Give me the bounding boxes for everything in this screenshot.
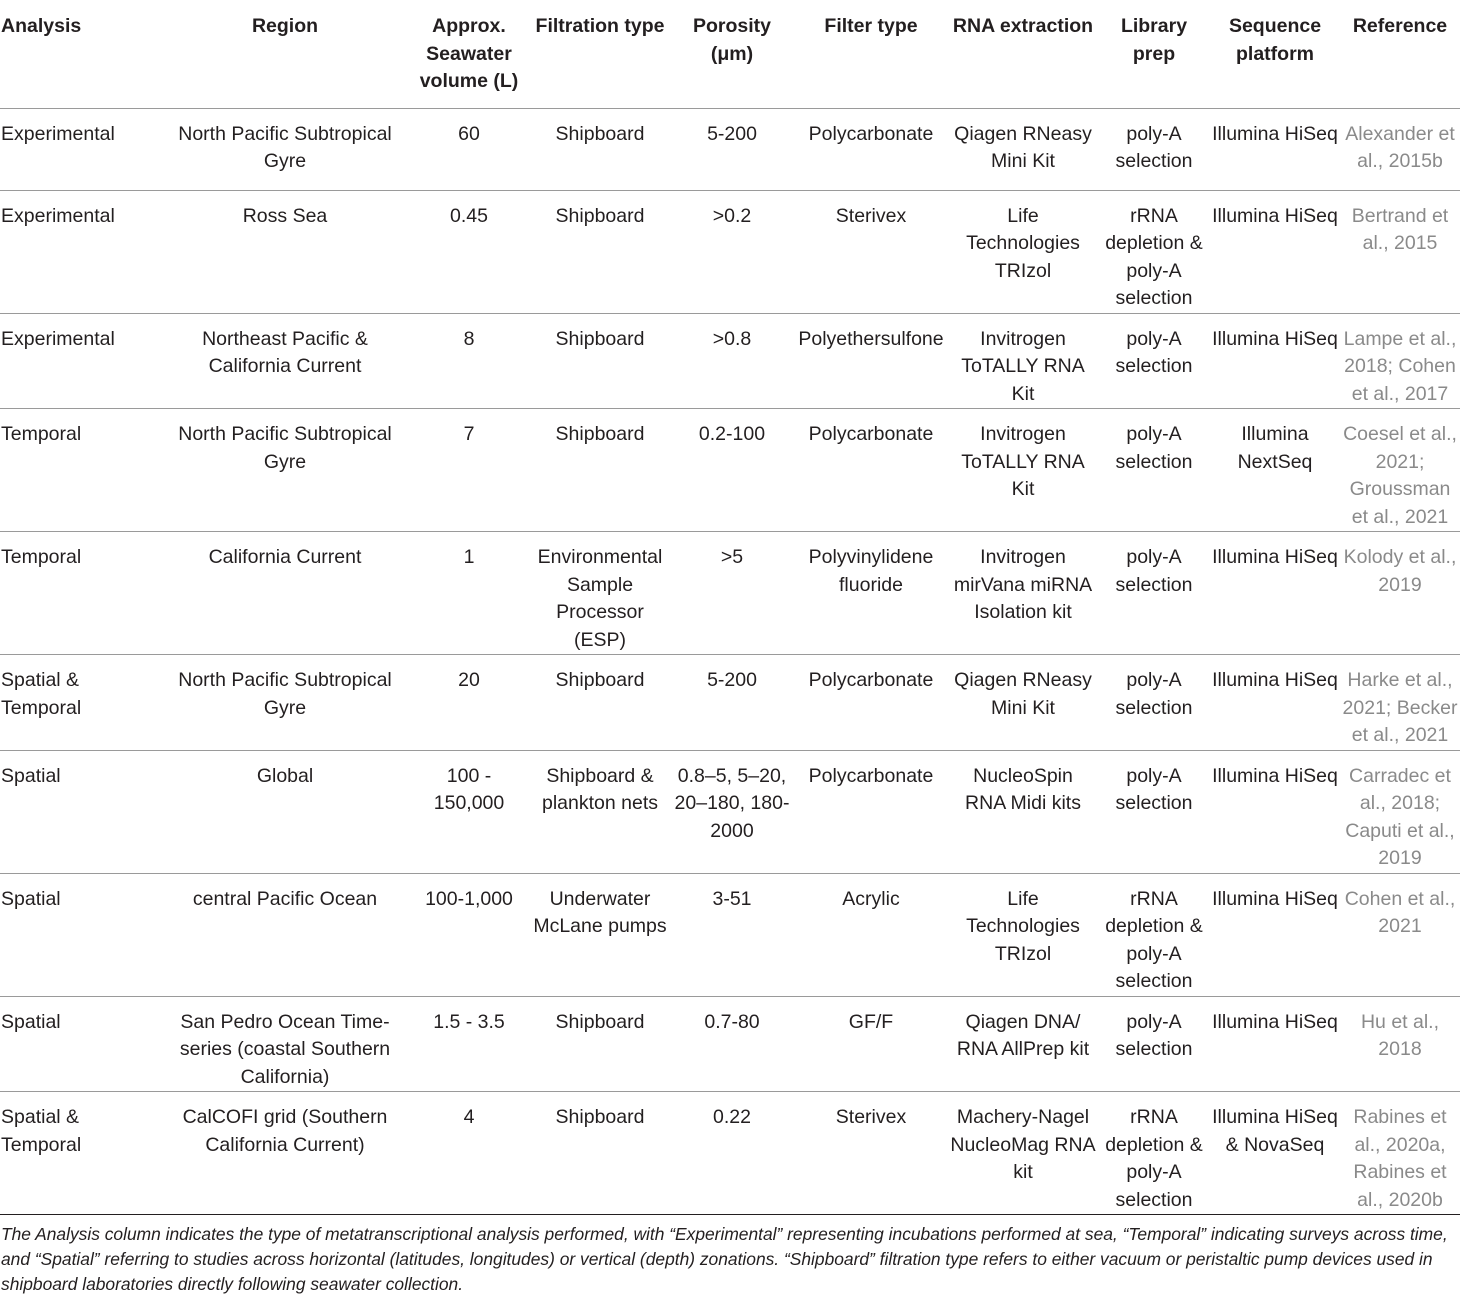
cell-region: Northeast Pacific & California Current: [162, 313, 408, 409]
table-row: [0, 1092, 1460, 1215]
cell-reference: Coesel et al., 2021; Groussman et al., 2021: [1340, 409, 1460, 532]
cell-analysis: Experimental: [0, 313, 162, 409]
cell-volume: 20: [408, 655, 530, 751]
cell-analysis: Experimental: [0, 190, 162, 313]
cell-volume: 0.45: [408, 190, 530, 313]
cell-reference: Hu et al., 2018: [1340, 996, 1460, 1092]
cell-volume: 60: [408, 108, 530, 190]
table-row: [0, 190, 1460, 313]
cell-sequence-platform: Illumina HiSeq: [1210, 313, 1340, 409]
cell-analysis: Experimental: [0, 108, 162, 190]
cell-sequence-platform: Illumina HiSeq: [1210, 996, 1340, 1092]
cell-sequence-platform: Illumina HiSeq: [1210, 873, 1340, 996]
cell-volume: 4: [408, 1092, 530, 1215]
cell-filter-type: Sterivex: [794, 1092, 948, 1215]
cell-reference: Lampe et al., 2018; Cohen et al., 2017: [1340, 313, 1460, 409]
cell-volume: 100 - 150,000: [408, 750, 530, 873]
cell-region: North Pacific Subtropical Gyre: [162, 108, 408, 190]
cell-library-prep: rRNA depletion & poly-A selection: [1098, 190, 1210, 313]
cell-analysis: Temporal: [0, 409, 162, 532]
cell-filter-type: GF/F: [794, 996, 948, 1092]
table-row: [0, 750, 1460, 873]
cell-filter-type: Sterivex: [794, 190, 948, 313]
cell-rna-extraction: Invitrogen ToTALLY RNA Kit: [948, 313, 1098, 409]
cell-volume: 100-1,000: [408, 873, 530, 996]
cell-porosity: 0.7-80: [670, 996, 794, 1092]
table-row: [0, 108, 1460, 190]
table-row: [0, 996, 1460, 1092]
cell-sequence-platform: Illumina HiSeq: [1210, 655, 1340, 751]
header-volume: Approx. Seawater volume (L): [408, 0, 530, 108]
cell-analysis: Spatial: [0, 750, 162, 873]
cell-filtration-type: Shipboard: [530, 1092, 670, 1215]
cell-filter-type: Polycarbonate: [794, 750, 948, 873]
cell-rna-extraction: Life Technologies TRIzol: [948, 190, 1098, 313]
cell-analysis: Spatial: [0, 996, 162, 1092]
cell-rna-extraction: Qiagen RNeasy Mini Kit: [948, 655, 1098, 751]
cell-filtration-type: Environmental Sample Processor (ESP): [530, 532, 670, 655]
cell-reference: Bertrand et al., 2015: [1340, 190, 1460, 313]
cell-porosity: 5-200: [670, 655, 794, 751]
cell-filtration-type: Shipboard: [530, 190, 670, 313]
cell-reference: Cohen et al., 2021: [1340, 873, 1460, 996]
cell-reference: Harke et al., 2021; Becker et al., 2021: [1340, 655, 1460, 751]
cell-sequence-platform: Illumina HiSeq: [1210, 108, 1340, 190]
table-row: [0, 532, 1460, 655]
table-body: [0, 108, 1460, 1215]
cell-porosity: 3-51: [670, 873, 794, 996]
cell-filtration-type: Shipboard & plankton nets: [530, 750, 670, 873]
header-region: Region: [162, 0, 408, 108]
cell-porosity: >0.2: [670, 190, 794, 313]
cell-filtration-type: Shipboard: [530, 409, 670, 532]
cell-volume: 7: [408, 409, 530, 532]
cell-region: North Pacific Subtropical Gyre: [162, 655, 408, 751]
cell-region: Ross Sea: [162, 190, 408, 313]
cell-porosity: 0.8–5, 5–20, 20–180, 180-2000: [670, 750, 794, 873]
cell-porosity: >0.8: [670, 313, 794, 409]
header-porosity: Porosity (μm): [670, 0, 794, 108]
table-footnote: The Analysis column indicates the type of metatranscriptional analysis performed, with “Experimental” representing incubations performed at sea, “Temporal” indicating surveys across time, and “Spatial” referring to studies across horizontal (latitudes, longitudes) or vertical (depth) zonations. “Shipboard” filtration type refers to either vacuum or peristaltic pump devices used in shipboard laboratories directly following seawater collection.: [1, 1224, 1448, 1294]
cell-volume: 8: [408, 313, 530, 409]
cell-library-prep: poly-A selection: [1098, 409, 1210, 532]
cell-rna-extraction: Qiagen DNA/ RNA AllPrep kit: [948, 996, 1098, 1092]
cell-filter-type: Polyethersulfone: [794, 313, 948, 409]
cell-filtration-type: Shipboard: [530, 996, 670, 1092]
header-filter-type: Filter type: [794, 0, 948, 108]
cell-library-prep: poly-A selection: [1098, 750, 1210, 873]
cell-region: North Pacific Subtropical Gyre: [162, 409, 408, 532]
header-row: [0, 0, 1460, 108]
table-row: [0, 655, 1460, 751]
cell-filtration-type: Underwater McLane pumps: [530, 873, 670, 996]
cell-volume: 1: [408, 532, 530, 655]
cell-analysis: Temporal: [0, 532, 162, 655]
cell-porosity: >5: [670, 532, 794, 655]
cell-porosity: 0.22: [670, 1092, 794, 1215]
cell-library-prep: poly-A selection: [1098, 313, 1210, 409]
cell-region: California Current: [162, 532, 408, 655]
header-rna-extraction: RNA extraction: [948, 0, 1098, 108]
cell-reference: Alexander et al., 2015b: [1340, 108, 1460, 190]
cell-sequence-platform: Illumina HiSeq: [1210, 190, 1340, 313]
cell-filter-type: Polycarbonate: [794, 655, 948, 751]
cell-library-prep: rRNA depletion & poly-A selection: [1098, 873, 1210, 996]
cell-sequence-platform: Illumina HiSeq & NovaSeq: [1210, 1092, 1340, 1215]
cell-sequence-platform: Illumina HiSeq: [1210, 532, 1340, 655]
cell-library-prep: poly-A selection: [1098, 108, 1210, 190]
cell-library-prep: poly-A selection: [1098, 532, 1210, 655]
cell-analysis: Spatial & Temporal: [0, 655, 162, 751]
header-filtration-type: Filtration type: [530, 0, 670, 108]
cell-filter-type: Polycarbonate: [794, 409, 948, 532]
cell-rna-extraction: NucleoSpin RNA Midi kits: [948, 750, 1098, 873]
cell-filtration-type: Shipboard: [530, 313, 670, 409]
cell-library-prep: poly-A selection: [1098, 655, 1210, 751]
cell-filtration-type: Shipboard: [530, 108, 670, 190]
cell-volume: 1.5 - 3.5: [408, 996, 530, 1092]
cell-reference: Rabines et al., 2020a, Rabines et al., 2020b: [1340, 1092, 1460, 1215]
cell-library-prep: poly-A selection: [1098, 996, 1210, 1092]
cell-region: CalCOFI grid (Southern California Current): [162, 1092, 408, 1215]
cell-region: San Pedro Ocean Time-series (coastal Southern California): [162, 996, 408, 1092]
cell-region: Global: [162, 750, 408, 873]
cell-rna-extraction: Qiagen RNeasy Mini Kit: [948, 108, 1098, 190]
cell-region: central Pacific Ocean: [162, 873, 408, 996]
cell-sequence-platform: Illumina NextSeq: [1210, 409, 1340, 532]
table-header: [0, 0, 1460, 108]
cell-filtration-type: Shipboard: [530, 655, 670, 751]
cell-rna-extraction: Machery-Nagel NucleoMag RNA kit: [948, 1092, 1098, 1215]
cell-porosity: 0.2-100: [670, 409, 794, 532]
cell-analysis: Spatial: [0, 873, 162, 996]
table-row: [0, 873, 1460, 996]
cell-rna-extraction: Invitrogen mirVana miRNA Isolation kit: [948, 532, 1098, 655]
cell-analysis: Spatial & Temporal: [0, 1092, 162, 1215]
header-reference: Reference: [1340, 0, 1460, 108]
table-row: [0, 313, 1460, 409]
cell-filter-type: Polyvinylidene fluoride: [794, 532, 948, 655]
cell-reference: Kolody et al., 2019: [1340, 532, 1460, 655]
cell-filter-type: Acrylic: [794, 873, 948, 996]
cell-rna-extraction: Life Technologies TRIzol: [948, 873, 1098, 996]
header-library-prep: Library prep: [1098, 0, 1210, 108]
cell-library-prep: rRNA depletion & poly-A selection: [1098, 1092, 1210, 1215]
cell-filter-type: Polycarbonate: [794, 108, 948, 190]
cell-reference: Carradec et al., 2018; Caputi et al., 2019: [1340, 750, 1460, 873]
cell-sequence-platform: Illumina HiSeq: [1210, 750, 1340, 873]
cell-porosity: 5-200: [670, 108, 794, 190]
cell-rna-extraction: Invitrogen ToTALLY RNA Kit: [948, 409, 1098, 532]
header-analysis: Analysis: [0, 0, 162, 108]
header-sequence-platform: Sequence platform: [1210, 0, 1340, 108]
table-row: [0, 409, 1460, 532]
